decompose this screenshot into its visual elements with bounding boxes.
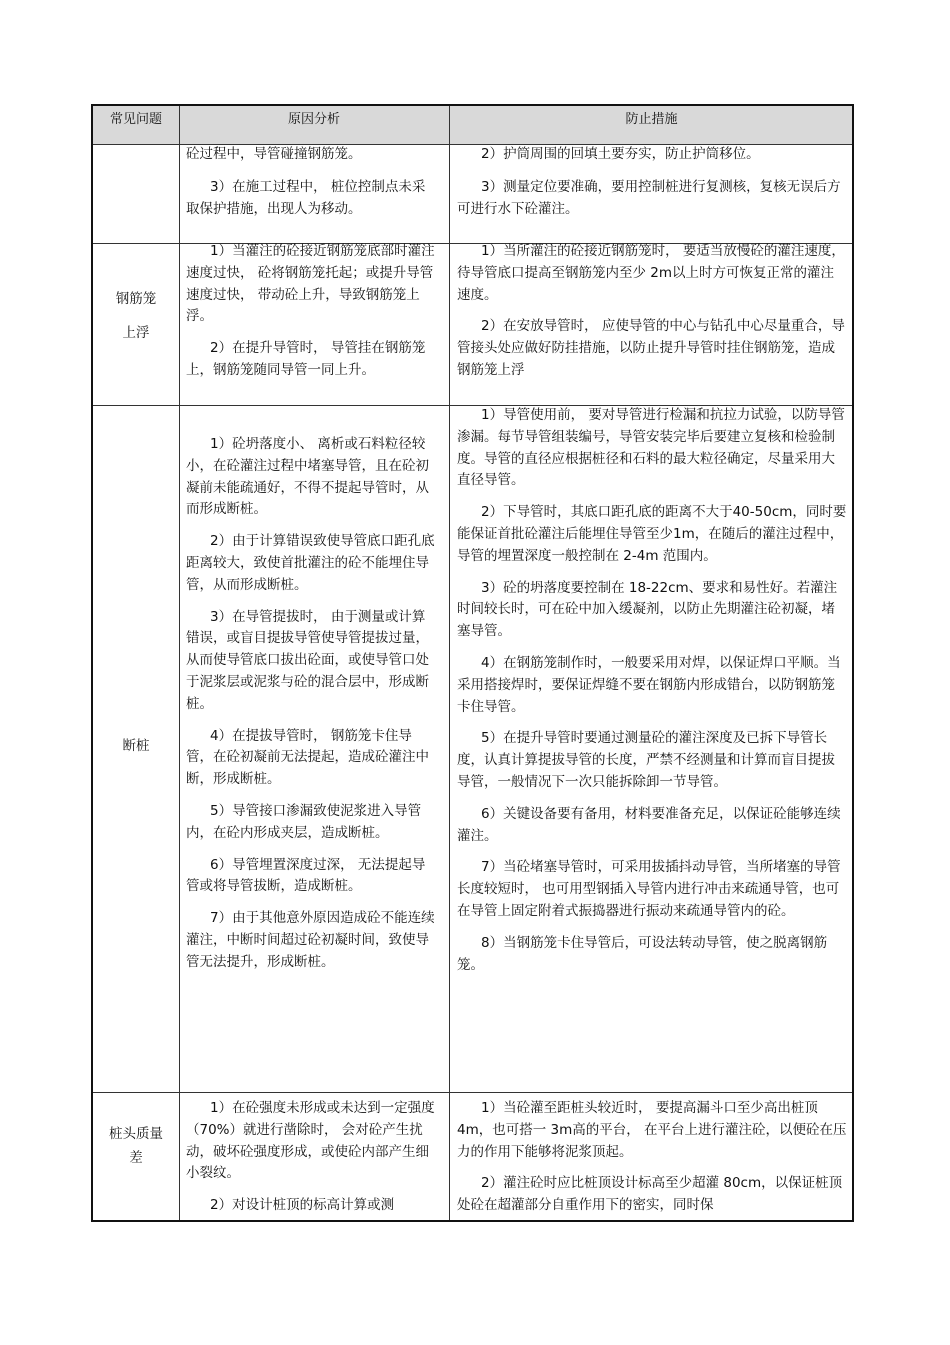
measure-text: 2）下导管时，其底口距孔底的距离不大于40-50cm，同时要能保证首批砼灌注后能埋住导管至少1m，在随后的灌注过程中，导管的埋置深度一般控制在 2-4m 范围内。 (457, 504, 847, 564)
cause-text: 2）由于计算错误致使导管底口距孔底距离较大，致使首批灌注的砼不能埋住导管，从而形成断桩。 (186, 533, 435, 593)
measure-text: 4）在钢筋笼制作时，一般要采用对焊，以保证焊口平顺。当采用搭接焊时，要保证焊缝不要在钢筋内形成错台，以防钢筋笼卡住导管。 (457, 654, 841, 715)
issue-label: 钢筋笼 上浮 (115, 291, 157, 341)
measure-text: 1）导管使用前， 要对导管进行检漏和抗拉力试验，以防导管渗漏。每节导管组装编号，导管安装完毕后要建立复核和检验制度。导管的直径应根据桩径和石料的最大粒径确定，尽量采用大直径导管。 (457, 407, 845, 489)
measure-text: 3）测量定位要准确，要用控制桩进行复测核，复核无误后方可进行水下砼灌注。 (457, 178, 841, 217)
cause-text: 4）在提拔导管时， 钢筋笼卡住导管，在砼初凝前无法提起，造成砼灌注中断，形成断桩。 (186, 727, 429, 788)
cause-cell (186, 1098, 436, 1222)
measure-text: 8）当钢筋笼卡住导管后，可设法转动导管，使之脱离钢筋笼。 (457, 934, 828, 973)
measure-text: 2）在安放导管时， 应使导管的中心与钻孔中心尽量重合，导管接头处应做好防挂措施，以防止提升导管时挂住钢筋笼，造成钢筋笼上浮 (457, 318, 845, 378)
column-divider (449, 106, 450, 1220)
cause-cell (186, 241, 436, 392)
cause-text: 2）对设计桩顶的标高计算或测 (210, 1197, 395, 1214)
cause-text: 砼过程中，导管碰撞钢筋笼。 (186, 146, 362, 162)
cause-text: 1）砼坍落度小、 离析或石料粒径较小，在砼灌注过程中堵塞导管，且在砼初凝前未能疏通好，不得不提起导管时，从而形成断桩。 (186, 436, 429, 518)
issue-label: 断桩 (122, 738, 150, 754)
header-cause: 原因分析 (287, 112, 340, 127)
measure-cell (457, 405, 847, 986)
measure-text: 6）关键设备要有备用，材料要准备充足，以保证砼能够连续灌注。 (457, 805, 841, 844)
measure-text: 2）护筒周围的回填土要夯实，防止护筒移位。 (481, 146, 760, 162)
issue-table (91, 104, 854, 1222)
measure-cell (457, 241, 847, 392)
header-measure: 防止措施 (625, 112, 678, 127)
row-divider (93, 1092, 852, 1093)
cause-text: 3）在施工过程中， 桩位控制点未采取保护措施，出现人为移动。 (186, 178, 426, 217)
measure-cell (457, 1098, 847, 1222)
cause-cell (186, 434, 436, 984)
cause-text: 6）导管埋置深度过深， 无法提起导管或将导管拔断，造成断桩。 (186, 856, 426, 895)
measure-text: 2）灌注砼时应比桩顶设计标高至少超灌 80cm，以保证桩顶处砼在超灌部分自重作用下的密实，同时保 (457, 1175, 843, 1214)
column-divider (179, 106, 180, 1220)
cause-text: 5）导管接口渗漏致使泥浆进入导管内，在砼内形成夹层，造成断桩。 (186, 802, 422, 841)
measure-text: 1）当砼灌至距桩头较近时， 要提高漏斗口至少高出桩顶 4m，也可搭一 3m高的平台， 在平台上进行灌注砼，以便砼在压力的作用下能够将泥浆顶起。 (457, 1100, 847, 1160)
cause-text: 1）在砼强度未形成或未达到一定强度（70%）就进行凿除时， 会对砼产生扰动，破坏砼强度形成，或使砼内部产生细小裂纹。 (186, 1100, 435, 1182)
measure-text: 5）在提升导管时要通过测量砼的灌注深度及已拆下导管长度，认真计算提拔导管的长度，严禁不经测量和计算而盲目提拔导管，一般情况下一次只能拆除卸一节导管。 (457, 730, 835, 790)
measure-text: 7）当砼堵塞导管时，可采用拔插抖动导管，当所堵塞的导管长度较短时， 也可用型钢插入导管内进行冲击来疏通导管，也可在导管上固定附着式振捣器进行振动来疏通导管内的砼。 (457, 859, 841, 919)
cause-text: 3）在导管提拔时， 由于测量或计算错误，或盲目提拔导管使导管提拔过量，从而使导管底口拔出砼面，或使导管口处于泥浆层或泥浆与砼的混合层中，形成断桩。 (186, 608, 429, 712)
cause-text: 7）由于其他意外原因造成砼不能连续灌注，中断时间超过砼初凝时间，致使导管无法提升，形成断桩。 (186, 910, 435, 970)
header-issue: 常见问题 (109, 112, 162, 127)
cause-text: 1）当灌注的砼接近钢筋笼底部时灌注速度过快， 砼将钢筋笼托起；或提升导管速度过快， 带动砼上升，导致钢筋笼上浮。 (186, 243, 435, 325)
cause-cell (186, 144, 436, 230)
cause-text: 2）在提升导管时， 导管挂在钢筋笼上，钢筋笼随同导管一同上升。 (186, 340, 426, 378)
measure-cell (457, 144, 847, 230)
issue-label: 桩头质量 差 (109, 1126, 163, 1166)
measure-text: 3）砼的坍落度要控制在 18-22cm、要求和易性好。若灌注时间较长时，可在砼中加入缓凝剂，以防止先期灌注砼初凝，堵塞导管。 (457, 579, 838, 640)
measure-text: 1）当所灌注的砼接近钢筋笼时， 要适当放慢砼的灌注速度， 待导管底口提高至钢筋笼内至少 2m以上时方可恢复正常的灌注速度。 (457, 243, 845, 303)
